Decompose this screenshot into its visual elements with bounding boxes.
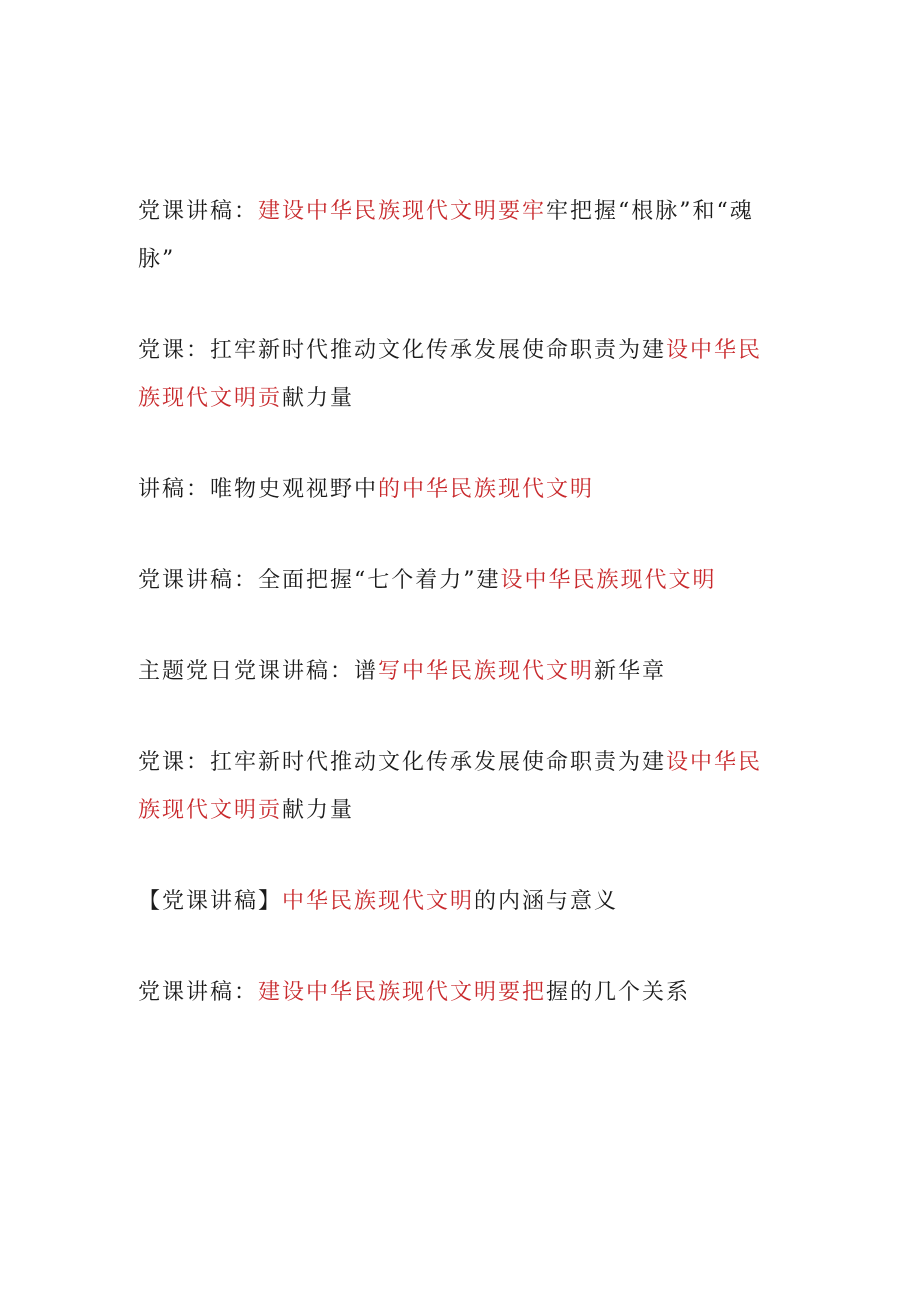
- title-item-4-prefix: 党课讲稿：全面把握“七个着力”建: [138, 568, 501, 593]
- title-item-8-highlight: 建设中华民族现代文明要把: [258, 980, 547, 1005]
- title-item-1-highlight: 建设中华民族现代文明要牢: [258, 199, 547, 224]
- title-item-6-suffix: 献力量: [282, 798, 355, 823]
- title-item-6: [138, 739, 778, 835]
- title-item-5-suffix: 新华章: [594, 659, 667, 684]
- title-item-7-suffix: 的内涵与意义: [474, 889, 619, 914]
- title-item-2-suffix: 献力量: [282, 386, 355, 411]
- title-item-5-prefix: 主题党日党课讲稿：谱: [138, 659, 379, 684]
- title-item-8-suffix: 握的几个关系: [546, 980, 691, 1005]
- title-item-2-highlight: 设中华民族现代文明贡: [138, 338, 763, 411]
- title-item-1-suffix: 牢把握“根脉”和“魂脉”: [138, 199, 754, 272]
- title-item-7: [138, 878, 778, 926]
- title-item-7-prefix: 【党课讲稿】: [138, 889, 283, 914]
- title-item-8-prefix: 党课讲稿：: [138, 980, 259, 1005]
- title-item-3: [138, 466, 778, 514]
- title-item-2: [138, 327, 778, 423]
- title-item-3-prefix: 讲稿：唯物史观视野中: [138, 477, 379, 502]
- title-item-1: [138, 188, 778, 284]
- title-item-7-highlight: 中华民族现代文明: [282, 889, 475, 914]
- title-item-8: [138, 969, 778, 1017]
- title-item-6-highlight: 设中华民族现代文明贡: [138, 750, 763, 823]
- title-item-4-highlight: 设中华民族现代文明: [500, 568, 717, 593]
- title-item-5-highlight: 写中华民族现代文明: [378, 659, 595, 684]
- title-item-6-prefix: 党课：扛牢新时代推动文化传承发展使命职责为建: [138, 750, 667, 775]
- title-item-2-prefix: 党课：扛牢新时代推动文化传承发展使命职责为建: [138, 338, 667, 363]
- title-item-5: [138, 648, 778, 696]
- title-item-4: [138, 557, 778, 605]
- title-item-1-prefix: 党课讲稿：: [138, 199, 259, 224]
- document-body: [138, 188, 778, 1017]
- title-item-3-highlight: 的中华民族现代文明: [378, 477, 595, 502]
